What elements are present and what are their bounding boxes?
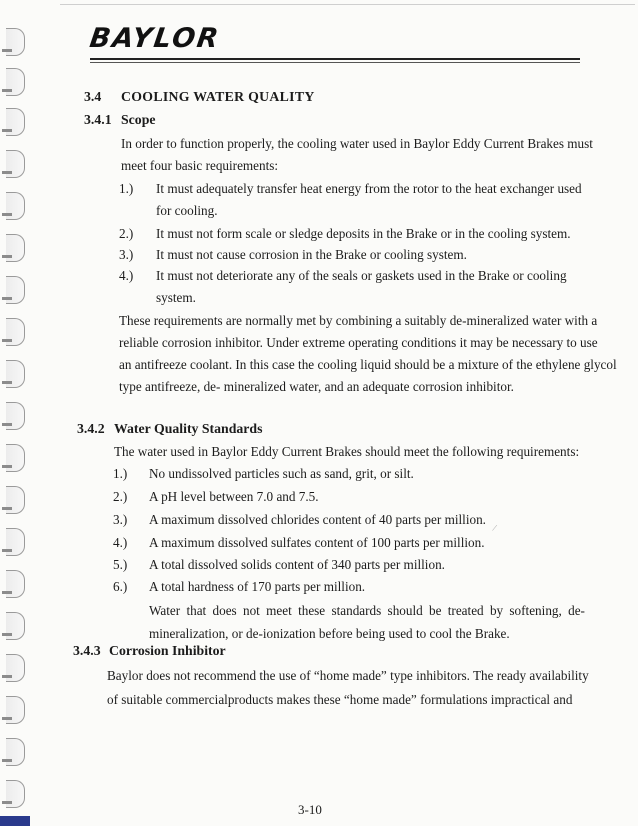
list-item-text: It must adequately transfer heat energy from the rotor to the heat exchanger used [156,181,582,196]
paragraph-line: of suitable commercialproducts makes these “home made” formulations impractical and [107,692,573,707]
binding-ring [6,696,25,724]
list-number: 3.) [119,247,134,262]
list-number: 4.) [113,535,128,550]
list-item-text: A total dissolved solids content of 340 parts per million. [149,557,445,572]
paragraph-line: type antifreeze, de- mineralized water, and an adequate corrosion inhibitor. [119,379,514,394]
list-number: 3.) [113,512,128,527]
binding-ring [6,276,25,304]
binding-ring [6,738,25,766]
binding-ring [6,318,25,346]
paragraph-line: an antifreeze coolant. In this case the cooling liquid should be a mixture of the ethylene glycol [119,357,617,372]
subsection-title: Water Quality Standards [114,421,263,436]
header-rule [90,58,580,60]
list-number: 1.) [119,181,134,196]
binding-ring [6,234,25,262]
list-item-text: A pH level between 7.0 and 7.5. [149,489,319,504]
list-item-text: for cooling. [156,203,218,218]
binding-ring [6,28,25,56]
list-item-text: system. [156,290,196,305]
section-number: 3.4 [84,89,102,104]
list-item-text: A maximum dissolved sulfates content of 100 parts per million. [149,535,485,550]
paragraph-line: Water that does not meet these standards should be treated by softening, de- [149,603,585,618]
subsection-title: Corrosion Inhibitor [109,643,226,658]
binding-ring [6,486,25,514]
paragraph-line: meet four basic requirements: [121,158,279,173]
spiral-binding [0,0,34,826]
binding-ring [6,654,25,682]
subsection-number: 3.4.3 [73,643,101,658]
binding-ring [6,570,25,598]
binding-ring [6,192,25,220]
paragraph-line: mineralization, or de-ionization before being used to cool the Brake. [149,626,510,641]
list-number: 4.) [119,268,134,283]
list-item-text: It must not cause corrosion in the Brake or cooling system. [156,247,467,262]
pencil-mark: / [491,522,498,535]
subsection-number: 3.4.2 [77,421,105,436]
scan-edge [60,4,635,5]
binding-ring [6,612,25,640]
paragraph-line: In order to function properly, the cooling water used in Baylor Eddy Current Brakes must [121,136,593,151]
binding-ring [6,68,25,96]
list-number: 6.) [113,579,128,594]
list-item-text: A maximum dissolved chlorides content of 40 parts per million. [149,512,486,527]
list-item-text: No undissolved particles such as sand, grit, or silt. [149,466,414,481]
paragraph-line: reliable corrosion inhibitor. Under extreme operating conditions it may be necessary to use [119,335,598,350]
list-number: 5.) [113,557,128,572]
page-number: 3-10 [298,802,322,817]
list-item-text: It must not deteriorate any of the seals or gaskets used in the Brake or cooling [156,268,567,283]
list-item-text: A total hardness of 170 parts per million. [149,579,366,594]
list-number: 2.) [113,489,128,504]
paragraph-line: These requirements are normally met by combining a suitably de-mineralized water with a [119,313,598,328]
binding-ring [6,360,25,388]
paragraph-line: Baylor does not recommend the use of “home made” type inhibitors. The ready availability [107,668,589,683]
binding-ring [6,108,25,136]
binding-ring [6,780,25,808]
binding-ring [6,528,25,556]
subsection-title: Scope [121,112,156,127]
binding-ring [6,402,25,430]
binding-ring [6,150,25,178]
header-rule-thin [90,62,580,63]
subsection-number: 3.4.1 [84,112,112,127]
baylor-logo: BAYLOR [87,23,223,54]
binding-ring [6,444,25,472]
paragraph-line: The water used in Baylor Eddy Current Brakes should meet the following requirements: [114,444,580,459]
list-number: 2.) [119,226,134,241]
list-number: 1.) [113,466,128,481]
section-title: COOLING WATER QUALITY [121,89,315,104]
binding-corner-mark [0,816,30,826]
list-item-text: It must not form scale or sledge deposits in the Brake or in the cooling system. [156,226,571,241]
